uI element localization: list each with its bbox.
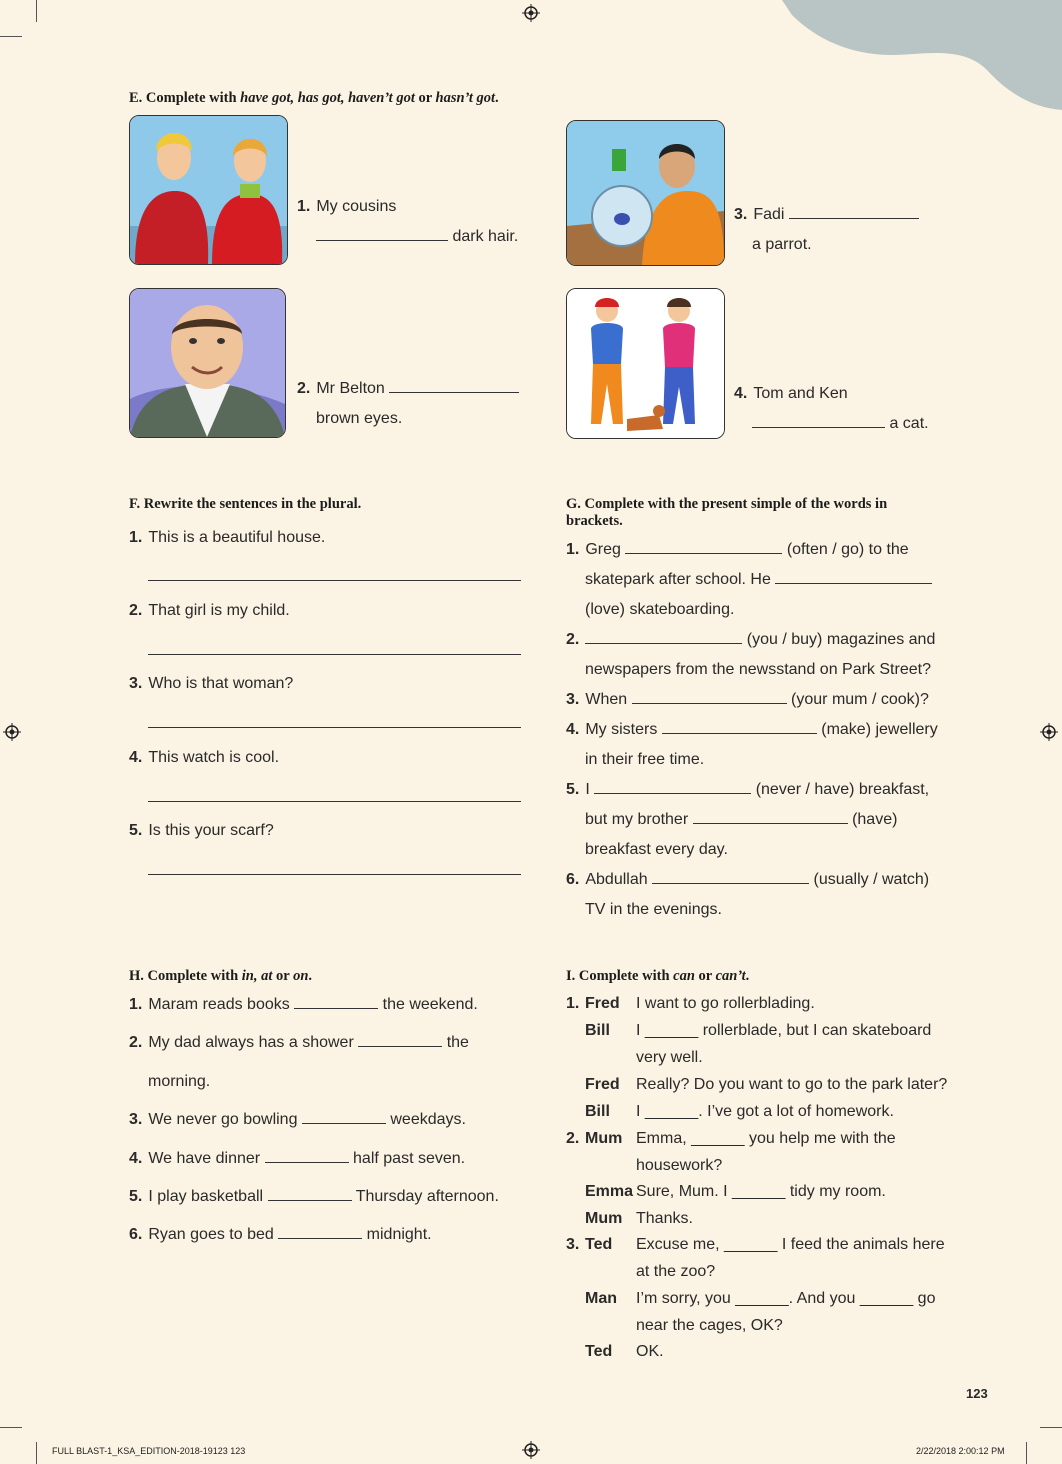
i-dialogue-line: housework? [636,1157,723,1174]
i-item-number: 2. [566,1130,580,1147]
i-speaker: Bill [585,1022,610,1039]
e-item-3-line1: 3. Fadi [734,200,919,230]
g-line-9: 5. I (never / have) breakfast, [566,775,929,805]
decorative-blob [782,0,1062,110]
answer-blank[interactable] [662,715,817,734]
answer-blank[interactable] [265,1144,349,1163]
i-speaker: Mum [585,1130,623,1147]
answer-blank[interactable] [632,685,787,704]
f-answer-line-1[interactable] [148,580,521,581]
h-line-2: 2. My dad always has a shower the [129,1028,469,1058]
answer-blank[interactable] [389,374,519,393]
g-line-3: (love) skateboarding. [585,601,735,618]
h-line-7: 6. Ryan goes to bed midnight. [129,1220,432,1250]
i-dialogue-line: very well. [636,1049,703,1066]
cousins-picture [129,115,288,265]
i-speaker: Man [585,1290,617,1307]
answer-blank[interactable] [775,565,932,584]
h-line-6: 5. I play basketball Thursday afternoon. [129,1182,499,1212]
e-item-3-line2: a parrot. [752,236,812,253]
g-line-5: newspapers from the newsstand on Park Street? [585,661,931,678]
answer-blank[interactable] [358,1028,442,1047]
g-line-2: skatepark after school. He [585,565,932,595]
i-dialogue-line: Excuse me, ______ I feed the animals here [636,1236,945,1253]
registration-mark-top [522,4,540,22]
i-speaker: Ted [585,1343,613,1360]
section-i-heading: I. Complete with can or can’t. [566,968,750,984]
answer-blank[interactable] [302,1105,386,1124]
f-answer-line-4[interactable] [148,801,521,802]
h-line-3: morning. [148,1073,211,1090]
i-dialogue-line: OK. [636,1343,664,1360]
registration-mark-right [1040,723,1058,741]
i-item-number: 1. [566,995,580,1012]
g-line-1: 1. Greg (often / go) to the [566,535,909,565]
answer-blank[interactable] [268,1182,352,1201]
i-speaker: Mum [585,1210,623,1227]
fadi-picture [566,120,725,266]
e-item-1-line1: 1. My cousins [297,198,397,215]
e-item-2-line1: 2. Mr Belton [297,374,519,404]
f-answer-line-3[interactable] [148,727,521,728]
page-number: 123 [966,1386,988,1401]
i-speaker: Fred [585,1076,620,1093]
i-speaker: Bill [585,1103,610,1120]
i-dialogue-line: Emma, ______ you help me with the [636,1130,896,1147]
i-dialogue-line: I ______ rollerblade, but I can skateboard [636,1022,932,1039]
section-g-heading: G. Complete with the present simple of the words in brackets. [566,496,888,529]
section-e-heading: E. Complete with have got, has got, haven’t got or hasn’t got. [129,90,499,106]
i-speaker: Fred [585,995,620,1012]
f-item-1: 1. This is a beautiful house. [129,529,326,546]
g-line-12: 6. Abdullah (usually / watch) [566,865,929,895]
h-line-4: 3. We never go bowling weekdays. [129,1105,466,1135]
f-item-5: 5. Is this your scarf? [129,822,274,839]
f-answer-line-2[interactable] [148,654,521,655]
mr-belton-picture [129,288,286,438]
f-answer-line-5[interactable] [148,874,521,875]
i-dialogue-line: I want to go rollerblading. [636,995,815,1012]
tom-and-ken-picture [566,288,725,439]
answer-blank[interactable] [294,990,378,1009]
h-line-5: 4. We have dinner half past seven. [129,1144,465,1174]
answer-blank[interactable] [585,625,742,644]
g-line-10: but my brother (have) [585,805,897,835]
section-h-heading: H. Complete with in, at or on. [129,968,313,984]
g-line-13: TV in the evenings. [585,901,722,918]
g-line-6: 3. When (your mum / cook)? [566,685,929,715]
i-dialogue-line: near the cages, OK? [636,1317,783,1334]
answer-blank[interactable] [316,222,448,241]
answer-blank[interactable] [594,775,751,794]
f-item-3: 3. Who is that woman? [129,675,294,692]
i-speaker: Ted [585,1236,613,1253]
i-dialogue-line: Thanks. [636,1210,693,1227]
footer-left: FULL BLAST-1_KSA_EDITION-2018-19123 123 [52,1446,246,1456]
h-line-1: 1. Maram reads books the weekend. [129,990,478,1020]
section-f-heading: F. Rewrite the sentences in the plural. [129,496,362,512]
g-line-4: 2. (you / buy) magazines and [566,625,935,655]
answer-blank[interactable] [652,865,809,884]
g-line-8: in their free time. [585,751,705,768]
i-dialogue-line: I’m sorry, you ______. And you ______ go [636,1290,936,1307]
registration-mark-left [3,723,21,741]
i-dialogue-line: Really? Do you want to go to the park later? [636,1076,948,1093]
answer-blank[interactable] [693,805,848,824]
f-item-2: 2. That girl is my child. [129,602,290,619]
answer-blank[interactable] [789,200,919,219]
g-line-7: 4. My sisters (make) jewellery [566,715,938,745]
answer-blank[interactable] [752,409,885,428]
i-item-number: 3. [566,1236,580,1253]
f-item-4: 4. This watch is cool. [129,749,280,766]
i-speaker: Emma [585,1183,634,1200]
i-dialogue-line: I ______. I’ve got a lot of homework. [636,1103,894,1120]
e-item-4-line1: 4. Tom and Ken [734,385,848,402]
i-dialogue-line: at the zoo? [636,1263,716,1280]
answer-blank[interactable] [625,535,782,554]
e-item-2-line2: brown eyes. [316,410,403,427]
i-dialogue-line: Sure, Mum. I ______ tidy my room. [636,1183,886,1200]
e-item-4-line2: a cat. [752,409,929,439]
e-item-1-line2: dark hair. [316,222,518,252]
registration-mark-bottom [522,1441,540,1459]
answer-blank[interactable] [278,1220,362,1239]
g-line-11: breakfast every day. [585,841,728,858]
footer-right: 2/22/2018 2:00:12 PM [916,1446,1005,1456]
